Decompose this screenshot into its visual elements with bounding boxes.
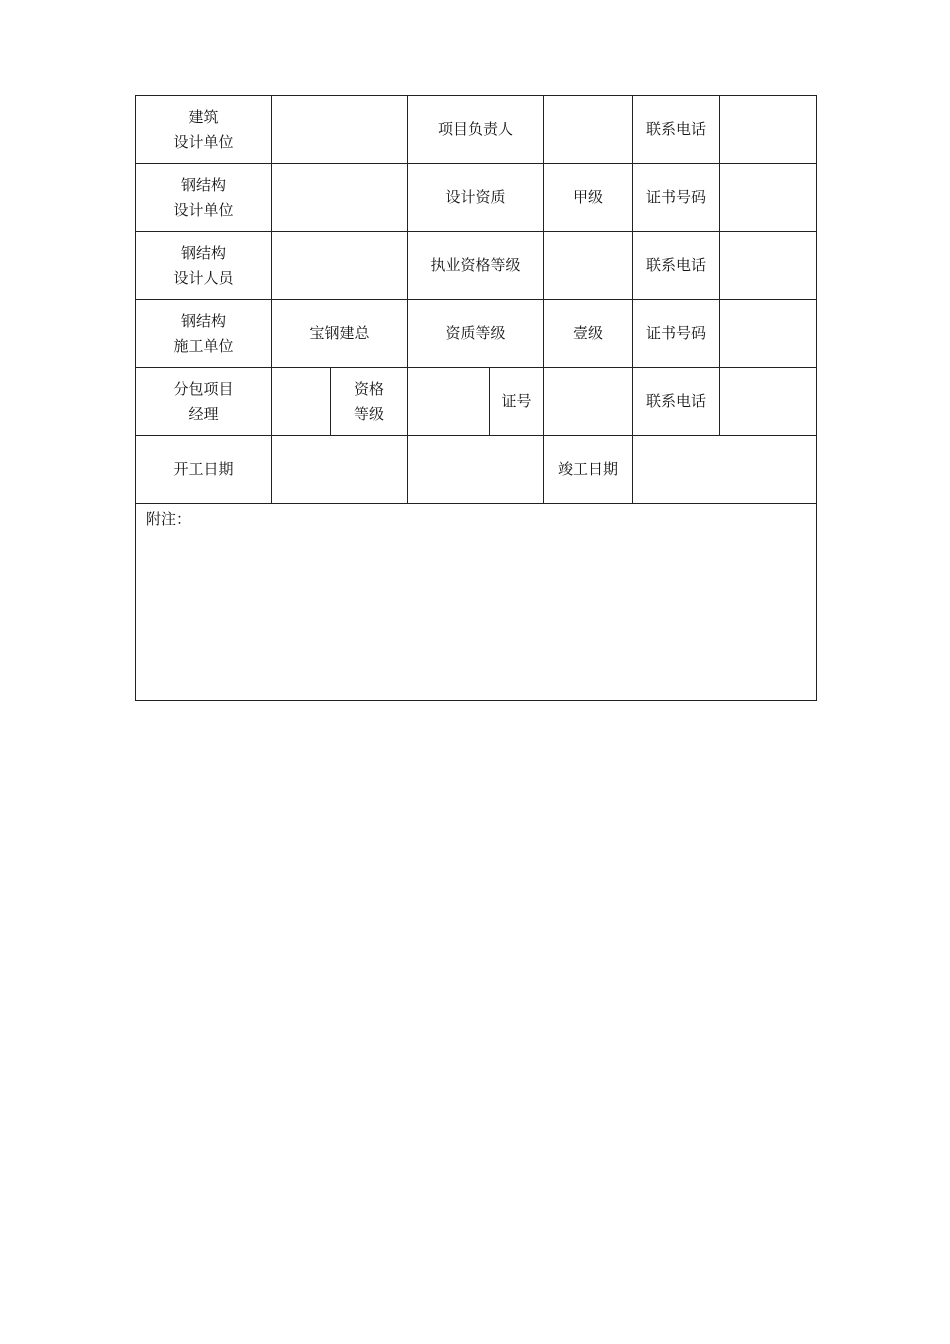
- certificate-id-label: 证号: [490, 368, 544, 436]
- row-steel-designer: [136, 232, 817, 300]
- contact-phone-value[interactable]: [720, 232, 817, 300]
- project-leader-value[interactable]: [544, 96, 633, 164]
- qualification-level-value[interactable]: [408, 368, 490, 436]
- contact-phone-value[interactable]: [720, 368, 817, 436]
- certificate-number-label: 证书号码: [633, 300, 720, 368]
- architectural-design-unit-value[interactable]: [272, 96, 408, 164]
- notes-label: 附注：: [146, 510, 192, 528]
- row-notes: [136, 504, 817, 701]
- contact-phone-value[interactable]: [720, 96, 817, 164]
- contact-phone-label: 联系电话: [633, 96, 720, 164]
- completion-date-value[interactable]: [633, 436, 817, 504]
- steel-construction-unit-label: 钢结构 施工单位: [136, 300, 272, 368]
- contact-phone-label: 联系电话: [633, 368, 720, 436]
- qualification-level-label: 资格 等级: [331, 368, 408, 436]
- certificate-number-label: 证书号码: [633, 164, 720, 232]
- architectural-design-unit-label: 建筑 设计单位: [136, 96, 272, 164]
- certificate-number-value[interactable]: [720, 164, 817, 232]
- row-steel-construction-unit: [136, 300, 817, 368]
- practice-qualification-value[interactable]: [544, 232, 633, 300]
- row-subcontract-manager: [136, 368, 817, 436]
- row-steel-design-unit: [136, 164, 817, 232]
- steel-construction-unit-value[interactable]: 宝钢建总: [272, 300, 408, 368]
- certificate-number-value[interactable]: [720, 300, 817, 368]
- notes-cell[interactable]: [136, 504, 817, 701]
- contact-phone-label: 联系电话: [633, 232, 720, 300]
- subcontract-manager-value[interactable]: [272, 368, 331, 436]
- row-dates: [136, 436, 817, 504]
- row-architectural-design-unit: [136, 96, 817, 164]
- start-date-extra[interactable]: [408, 436, 544, 504]
- start-date-label: 开工日期: [136, 436, 272, 504]
- completion-date-label: 竣工日期: [544, 436, 633, 504]
- steel-designer-value[interactable]: [272, 232, 408, 300]
- design-qualification-label: 设计资质: [408, 164, 544, 232]
- certificate-id-value[interactable]: [544, 368, 633, 436]
- practice-qualification-label: 执业资格等级: [408, 232, 544, 300]
- qualification-grade-value[interactable]: 壹级: [544, 300, 633, 368]
- subcontract-manager-label: 分包项目 经理: [136, 368, 272, 436]
- steel-design-unit-value[interactable]: [272, 164, 408, 232]
- design-qualification-value[interactable]: 甲级: [544, 164, 633, 232]
- project-info-form: [135, 95, 817, 701]
- project-leader-label: 项目负责人: [408, 96, 544, 164]
- start-date-value[interactable]: [272, 436, 408, 504]
- qualification-grade-label: 资质等级: [408, 300, 544, 368]
- steel-design-unit-label: 钢结构 设计单位: [136, 164, 272, 232]
- steel-designer-label: 钢结构 设计人员: [136, 232, 272, 300]
